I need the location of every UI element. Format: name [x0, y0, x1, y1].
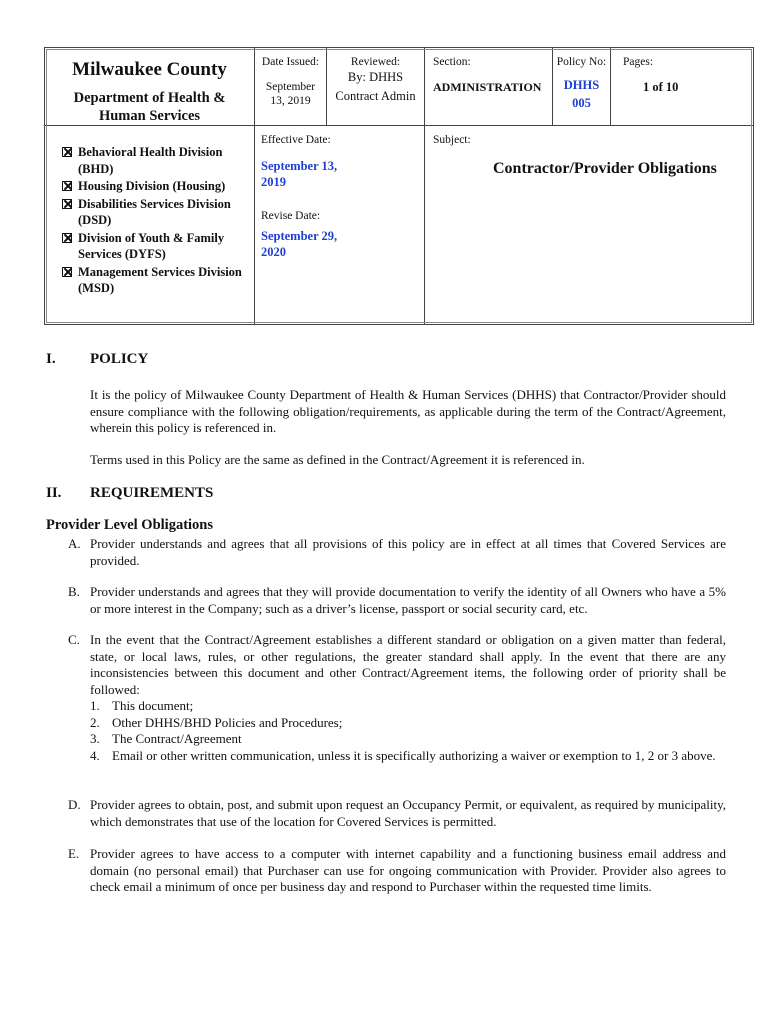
requirements-heading: REQUIREMENTS — [90, 485, 214, 501]
dates-cell — [255, 126, 425, 325]
org-cell — [45, 48, 255, 126]
checked-box-icon — [62, 199, 72, 209]
pages-cell — [611, 48, 754, 126]
priority-text: Other DHHS/BHD Policies and Procedures; — [112, 714, 343, 730]
date-issued-label: Date Issued: — [261, 56, 320, 68]
effective-date-value: September 13, 2019 — [261, 159, 338, 189]
requirement-item — [68, 632, 726, 764]
policy-terms-paragraph: Terms used in this Policy are the same as defined in the Contract/Agreement it is referenced in. — [90, 452, 585, 467]
policy-paragraph: It is the policy of Milwaukee County Department of Health & Human Services (DHHS) that Contractor/Provider should ensure compliance with the following obligation/requirements, as applicable during the term of the Contract/Agreement, wherein this policy is referenced in. — [90, 387, 726, 435]
date-issued-value: September 13, 2019 — [265, 81, 316, 107]
priority-item — [90, 715, 726, 732]
item-label: C. — [68, 632, 80, 647]
item-label: D. — [68, 797, 81, 812]
revise-date-value: September 29, 2020 — [261, 229, 338, 259]
reviewed-value: Contract Admin — [335, 89, 416, 103]
division-label: Division of Youth & Family Services (DYFS) — [78, 230, 225, 261]
priority-item — [90, 731, 726, 748]
policy-no-label: Policy No: — [556, 56, 607, 68]
priority-list — [90, 698, 726, 764]
item-text: In the event that the Contract/Agreement establishes a different standard or obligation on a given matter than federal, state, or local laws, rules, or other regulations, the greater standard shall apply. In the event that there are any inconsistencies between this document and other Contract/Agreement items, the following order of priority shall be followed: — [90, 632, 726, 697]
reviewed-label: Reviewed: — [350, 56, 401, 68]
division-label: Disabilities Services Division (DSD) — [78, 196, 231, 227]
division-item — [62, 230, 248, 263]
requirements-numeral: II. — [46, 485, 62, 501]
policy-numeral: I. — [46, 351, 56, 367]
checked-box-icon — [62, 181, 72, 191]
item-text: Provider agrees to have access to a computer with internet capability and a functioning business email address and domain (no personal email) that Purchaser can use for ongoing communication with Provider. Provider also agrees to check email a minimum of once per business day and respond to Purchaser within the requested time limits. — [90, 846, 726, 894]
pages-label: Pages: — [623, 56, 654, 68]
reviewed-by: By: DHHS — [347, 70, 404, 84]
policy-no-line1: DHHS — [563, 78, 600, 92]
checked-box-icon — [62, 233, 72, 243]
date-issued-cell — [255, 48, 327, 126]
priority-number: 4. — [90, 747, 100, 763]
priority-number: 3. — [90, 731, 100, 746]
division-label: Behavioral Health Division (BHD) — [78, 145, 223, 176]
division-item — [62, 178, 248, 195]
revise-date-label: Revise Date: — [261, 210, 321, 222]
policy-no-cell — [553, 48, 611, 126]
division-label: Management Services Division (MSD) — [78, 264, 242, 295]
priority-item — [90, 698, 726, 715]
priority-text: This document; — [112, 698, 194, 713]
section-cell — [425, 48, 553, 126]
subject-value: Contractor/Provider Obligations — [493, 160, 717, 177]
division-item — [62, 264, 248, 297]
priority-item — [90, 748, 726, 765]
reviewed-cell — [327, 48, 425, 126]
subject-label: Subject: — [433, 134, 471, 146]
division-label: Housing Division (Housing) — [78, 179, 226, 193]
priority-text: The Contract/Agreement — [112, 731, 242, 746]
priority-number: 1. — [90, 698, 100, 713]
section-value: ADMINISTRATION — [433, 80, 542, 94]
provider-obligations-heading: Provider Level Obligations — [46, 517, 214, 533]
division-item — [62, 196, 248, 229]
section-label: Section: — [433, 56, 471, 68]
division-list — [45, 144, 254, 297]
item-label: B. — [68, 584, 80, 599]
subject-cell — [425, 126, 754, 325]
priority-number: 2. — [90, 714, 100, 730]
priority-text: Email or other written communication, unless it is specifically authorizing a waiver or exemption to 1, 2 or 3 above. — [112, 747, 716, 763]
policy-header-table — [44, 47, 754, 325]
requirement-item — [68, 536, 726, 569]
requirement-item — [68, 797, 726, 830]
requirement-item — [68, 846, 726, 896]
divisions-cell — [45, 126, 255, 325]
item-label: A. — [68, 536, 81, 551]
item-text: Provider understands and agrees that they will provide documentation to verify the identity of all Owners who have a 5% or more interest in the Company; such as a driver’s license, passport or social security card, etc. — [90, 584, 726, 616]
effective-date-label: Effective Date: — [261, 134, 331, 146]
pages-value: 1 of 10 — [643, 80, 679, 94]
checked-box-icon — [62, 147, 72, 157]
item-text: Provider agrees to obtain, post, and submit upon request an Occupancy Permit, or equivalent, as required by municipality, which demonstrates that use of the location for Covered Services is permitted. — [90, 797, 726, 829]
division-item — [62, 144, 248, 177]
org-name: Milwaukee County — [72, 59, 227, 80]
dept-name: Department of Health & Human Services — [73, 90, 226, 124]
item-label: E. — [68, 846, 80, 861]
policy-heading: POLICY — [90, 351, 149, 367]
checked-box-icon — [62, 267, 72, 277]
policy-no-line2: 005 — [572, 96, 591, 110]
item-text: Provider understands and agrees that all provisions of this policy are in effect at all times that Covered Services are provided. — [90, 536, 726, 568]
requirement-item — [68, 584, 726, 617]
